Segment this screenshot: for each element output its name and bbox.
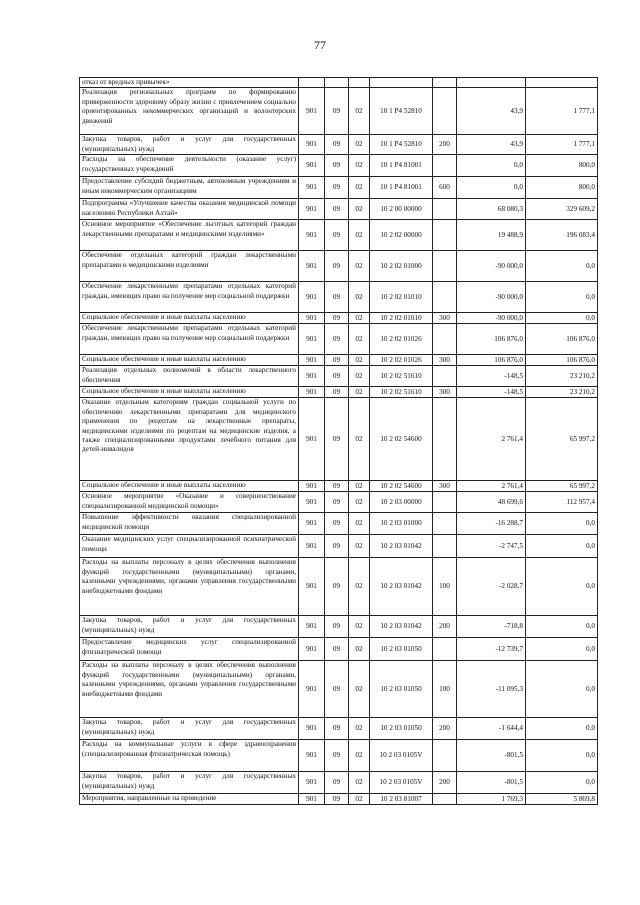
row-target-article: 10 1 P4 52810 (370, 88, 433, 135)
row-amount-2: 0,0 (526, 740, 598, 772)
row-grbs-code: 901 (299, 481, 325, 492)
table-row (80, 718, 598, 740)
row-target-article: 10 1 P4 81001 (370, 177, 433, 199)
row-subsection-code: 02 (349, 155, 370, 177)
row-section-code: 09 (325, 794, 349, 805)
row-name: Социальное обеспечение и иные выплаты населению (80, 355, 299, 366)
table-row (80, 155, 598, 177)
row-subsection-code: 02 (349, 387, 370, 398)
table-row (80, 313, 598, 324)
row-section-code: 09 (325, 638, 349, 661)
table-row (80, 772, 598, 794)
row-grbs-code: 901 (299, 177, 325, 199)
table-row (80, 282, 598, 313)
row-grbs-code: 901 (299, 313, 325, 324)
row-amount-1: 106 876,0 (457, 355, 526, 366)
row-grbs-code (299, 78, 325, 88)
row-subsection-code: 02 (349, 355, 370, 366)
row-amount-2: 65 997,2 (526, 398, 598, 481)
row-section-code: 09 (325, 88, 349, 135)
table-row (80, 387, 598, 398)
table-row (80, 661, 598, 718)
row-expense-type (433, 794, 457, 805)
row-name: Повышение эффективности оказания специализированной медицинской помощи (80, 513, 299, 535)
row-subsection-code: 02 (349, 740, 370, 772)
row-section-code: 09 (325, 661, 349, 718)
row-subsection-code: 02 (349, 492, 370, 513)
row-expense-type (433, 366, 457, 387)
row-target-article: 10 2 02 54600 (370, 481, 433, 492)
row-amount-2: 329 609,2 (526, 199, 598, 220)
row-name: Подпрограмма «Улучшение качества оказания медицинской помощи населению Республики Алтай» (80, 199, 299, 220)
row-target-article: 10 2 02 01026 (370, 324, 433, 355)
row-amount-2: 106 876,0 (526, 355, 598, 366)
row-name: Социальное обеспечение и иные выплаты населению (80, 481, 299, 492)
row-name: отказ от вредных привычек» (80, 78, 299, 88)
table-row (80, 199, 598, 220)
row-grbs-code: 901 (299, 794, 325, 805)
table-row (80, 535, 598, 558)
row-expense-type (433, 513, 457, 535)
row-amount-2: 0,0 (526, 251, 598, 282)
row-amount-2: 23 210,2 (526, 366, 598, 387)
row-target-article: 10 2 00 00000 (370, 199, 433, 220)
row-target-article: 10 2 02 51610 (370, 387, 433, 398)
row-expense-type (433, 535, 457, 558)
row-name: Закупка товаров, работ и услуг для государственных (муниципальных) нужд (80, 718, 299, 740)
row-section-code: 09 (325, 513, 349, 535)
row-target-article: 10 2 02 01010 (370, 282, 433, 313)
row-section-code: 09 (325, 616, 349, 638)
row-amount-2: 0,0 (526, 661, 598, 718)
row-name: Закупка товаров, работ и услуг для государственных (муниципальных) нужд (80, 772, 299, 794)
row-expense-type: 600 (433, 177, 457, 199)
row-grbs-code: 901 (299, 220, 325, 251)
row-expense-type (433, 251, 457, 282)
budget-table (79, 77, 598, 805)
table-row (80, 324, 598, 355)
row-grbs-code: 901 (299, 282, 325, 313)
row-expense-type: 200 (433, 772, 457, 794)
row-amount-1: -90 000,0 (457, 282, 526, 313)
row-subsection-code: 02 (349, 366, 370, 387)
row-grbs-code: 901 (299, 638, 325, 661)
table-row (80, 398, 598, 481)
row-name: Расходы на коммунальные услуги в сфере здравоохранения (специализированная фтизиатрическая помощь) (80, 740, 299, 772)
row-target-article: 10 2 03 01050 (370, 718, 433, 740)
row-amount-2: 800,0 (526, 155, 598, 177)
table-row (80, 366, 598, 387)
row-grbs-code: 901 (299, 366, 325, 387)
table-row (80, 638, 598, 661)
row-section-code: 09 (325, 199, 349, 220)
table-row (80, 88, 598, 135)
row-name: Расходы на выплаты персоналу в целях обеспечения выполнения функций государственными (муниципальными) органами, казенными учреждениями, органами управления государственными внебюджетными фондами (80, 661, 299, 718)
row-section-code: 09 (325, 558, 349, 616)
row-amount-2: 5 869,8 (526, 794, 598, 805)
row-amount-1: 2 761,4 (457, 481, 526, 492)
row-amount-1: -16 288,7 (457, 513, 526, 535)
row-grbs-code: 901 (299, 718, 325, 740)
row-amount-2 (526, 78, 598, 88)
row-amount-2: 112 957,4 (526, 492, 598, 513)
row-amount-2: 0,0 (526, 313, 598, 324)
row-subsection-code: 02 (349, 661, 370, 718)
row-subsection-code: 02 (349, 794, 370, 805)
row-subsection-code: 02 (349, 513, 370, 535)
row-amount-1: -11 095,3 (457, 661, 526, 718)
row-expense-type: 200 (433, 718, 457, 740)
row-name: Основное мероприятие «Обеспечение льготных категорий граждан лекарственными препаратами и медицинскими изделиями» (80, 220, 299, 251)
row-subsection-code: 02 (349, 535, 370, 558)
row-target-article: 10 2 03 01042 (370, 558, 433, 616)
row-amount-1: 48 699,6 (457, 492, 526, 513)
row-section-code: 09 (325, 135, 349, 155)
row-amount-1: -1 644,4 (457, 718, 526, 740)
table-row (80, 355, 598, 366)
table-row (80, 251, 598, 282)
row-expense-type: 100 (433, 558, 457, 616)
row-name: Обеспечение отдельных категорий граждан лекарственными препаратами и медицинскими изделиями (80, 251, 299, 282)
row-amount-1: 1 769,3 (457, 794, 526, 805)
row-amount-2: 23 210,2 (526, 387, 598, 398)
row-target-article: 10 2 03 81007 (370, 794, 433, 805)
row-subsection-code (349, 78, 370, 88)
row-name: Оказание отдельным категориям граждан социальной услуги по обеспечению лекарственными препаратами для медицинского применения по рецептам на лекарственные препараты, медицинскими изделиями по рецептам на медицинские изделия, а также специализированными продуктами лечебного питания для детей-инвалидов (80, 398, 299, 481)
row-subsection-code: 02 (349, 558, 370, 616)
row-expense-type: 100 (433, 661, 457, 718)
row-amount-1: -801,5 (457, 740, 526, 772)
row-section-code: 09 (325, 772, 349, 794)
row-grbs-code: 901 (299, 661, 325, 718)
row-amount-1: -148,5 (457, 366, 526, 387)
row-name: Расходы на обеспечение деятельности (оказание услуг) государственных учреждений (80, 155, 299, 177)
table-row (80, 177, 598, 199)
table-row (80, 135, 598, 155)
row-amount-2: 106 876,0 (526, 324, 598, 355)
row-target-article: 10 2 02 01026 (370, 355, 433, 366)
row-grbs-code: 901 (299, 772, 325, 794)
row-target-article: 10 2 02 51610 (370, 366, 433, 387)
row-name: Обеспечение лекарственными препаратами отдельных категорий граждан, имеющих право на получение мер социальной поддержки (80, 282, 299, 313)
row-grbs-code: 901 (299, 616, 325, 638)
row-amount-2: 0,0 (526, 638, 598, 661)
row-subsection-code: 02 (349, 772, 370, 794)
table-row (80, 558, 598, 616)
row-target-article: 10 2 03 01050 (370, 661, 433, 718)
row-grbs-code: 901 (299, 558, 325, 616)
row-target-article: 10 2 02 54600 (370, 398, 433, 481)
row-subsection-code: 02 (349, 251, 370, 282)
row-amount-1: -2 747,5 (457, 535, 526, 558)
table-row (80, 481, 598, 492)
row-target-article: 10 1 P4 52810 (370, 135, 433, 155)
row-grbs-code: 901 (299, 535, 325, 558)
row-section-code: 09 (325, 355, 349, 366)
row-expense-type: 300 (433, 387, 457, 398)
row-grbs-code: 901 (299, 135, 325, 155)
row-section-code: 09 (325, 718, 349, 740)
row-name: Реализация отдельных полномочий в области лекарственного обеспечения (80, 366, 299, 387)
table-row (80, 492, 598, 513)
row-grbs-code: 901 (299, 355, 325, 366)
row-name: Закупка товаров, работ и услуг для государственных (муниципальных) нужд (80, 616, 299, 638)
row-expense-type: 200 (433, 616, 457, 638)
row-name: Закупка товаров, работ и услуг для государственных (муниципальных) нужд (80, 135, 299, 155)
row-amount-1: 0,0 (457, 177, 526, 199)
row-expense-type (433, 155, 457, 177)
row-amount-2: 65 997,2 (526, 481, 598, 492)
row-subsection-code: 02 (349, 398, 370, 481)
row-name: Реализация региональных программ по формированию приверженности здоровому образу жизни с привлечением социально ориентированных некоммерческих организаций и волонтерских движений (80, 88, 299, 135)
row-section-code: 09 (325, 535, 349, 558)
row-amount-2: 0,0 (526, 772, 598, 794)
row-section-code: 09 (325, 387, 349, 398)
row-amount-2: 1 777,1 (526, 88, 598, 135)
row-subsection-code: 02 (349, 220, 370, 251)
row-section-code: 09 (325, 492, 349, 513)
table-row (80, 794, 598, 805)
row-grbs-code: 901 (299, 199, 325, 220)
row-expense-type: 300 (433, 355, 457, 366)
row-subsection-code: 02 (349, 718, 370, 740)
row-subsection-code: 02 (349, 616, 370, 638)
row-name: Предоставление субсидий бюджетным, автономным учреждениям и иным некоммерческим организациям (80, 177, 299, 199)
row-amount-1: 68 080,3 (457, 199, 526, 220)
row-subsection-code: 02 (349, 282, 370, 313)
row-section-code: 09 (325, 177, 349, 199)
row-amount-1: -90 000,0 (457, 251, 526, 282)
row-subsection-code: 02 (349, 88, 370, 135)
row-amount-2: 800,0 (526, 177, 598, 199)
row-grbs-code: 901 (299, 88, 325, 135)
row-section-code: 09 (325, 251, 349, 282)
row-grbs-code: 901 (299, 251, 325, 282)
row-expense-type (433, 88, 457, 135)
row-grbs-code: 901 (299, 387, 325, 398)
row-section-code: 09 (325, 398, 349, 481)
row-amount-1: -12 739,7 (457, 638, 526, 661)
row-target-article: 10 2 03 01000 (370, 513, 433, 535)
row-name: Мероприятия, направленные на проведение (80, 794, 299, 805)
row-amount-1: -2 028,7 (457, 558, 526, 616)
row-section-code: 09 (325, 155, 349, 177)
row-amount-1: -148,5 (457, 387, 526, 398)
row-grbs-code: 901 (299, 740, 325, 772)
table-row (80, 513, 598, 535)
row-subsection-code: 02 (349, 135, 370, 155)
row-expense-type: 300 (433, 481, 457, 492)
row-amount-2: 0,0 (526, 718, 598, 740)
table-row (80, 220, 598, 251)
row-subsection-code: 02 (349, 481, 370, 492)
row-expense-type (433, 282, 457, 313)
row-section-code: 09 (325, 481, 349, 492)
row-target-article: 10 2 03 0105V (370, 740, 433, 772)
row-target-article: 10 2 02 01000 (370, 251, 433, 282)
row-amount-1: 0,0 (457, 155, 526, 177)
row-amount-2: 0,0 (526, 282, 598, 313)
row-target-article: 10 2 03 0105V (370, 772, 433, 794)
row-target-article: 10 2 02 01010 (370, 313, 433, 324)
budget-table-body (80, 78, 598, 805)
row-section-code: 09 (325, 220, 349, 251)
row-expense-type (433, 324, 457, 355)
row-expense-type (433, 199, 457, 220)
row-name: Расходы на выплаты персоналу в целях обеспечения выполнения функций государственными (муниципальными) органами, казенными учреждениями, органами управления государственными внебюджетными фондами (80, 558, 299, 616)
row-grbs-code: 901 (299, 398, 325, 481)
row-target-article: 10 2 03 00000 (370, 492, 433, 513)
row-amount-2: 1 777,1 (526, 135, 598, 155)
row-expense-type (433, 740, 457, 772)
row-section-code: 09 (325, 313, 349, 324)
row-section-code: 09 (325, 366, 349, 387)
row-amount-1: 19 488,9 (457, 220, 526, 251)
row-name: Социальное обеспечение и иные выплаты населению (80, 313, 299, 324)
row-amount-2: 196 083,4 (526, 220, 598, 251)
row-expense-type (433, 220, 457, 251)
row-amount-2: 0,0 (526, 616, 598, 638)
table-row (80, 616, 598, 638)
row-amount-2: 0,0 (526, 513, 598, 535)
row-subsection-code: 02 (349, 324, 370, 355)
row-section-code: 09 (325, 740, 349, 772)
row-target-article: 10 2 03 01050 (370, 638, 433, 661)
row-name: Социальное обеспечение и иные выплаты населению (80, 387, 299, 398)
row-expense-type (433, 492, 457, 513)
row-amount-2: 0,0 (526, 558, 598, 616)
row-expense-type: 300 (433, 313, 457, 324)
row-grbs-code: 901 (299, 492, 325, 513)
row-target-article: 10 1 P4 81001 (370, 155, 433, 177)
row-subsection-code: 02 (349, 199, 370, 220)
row-amount-1: 106 876,0 (457, 324, 526, 355)
row-amount-1: 2 761,4 (457, 398, 526, 481)
page-number: 77 (314, 38, 326, 52)
row-amount-1: -90 000,0 (457, 313, 526, 324)
row-grbs-code: 901 (299, 155, 325, 177)
row-subsection-code: 02 (349, 177, 370, 199)
row-subsection-code: 02 (349, 638, 370, 661)
row-target-article: 10 2 03 01042 (370, 616, 433, 638)
row-name: Основное мероприятие «Оказание и совершенствование специализированной медицинской помощи» (80, 492, 299, 513)
row-name: Оказание медицинских услуг специализированной психиатрической помощи (80, 535, 299, 558)
row-section-code: 09 (325, 282, 349, 313)
row-amount-1: 43,9 (457, 88, 526, 135)
row-expense-type (433, 78, 457, 88)
row-amount-1: -801,5 (457, 772, 526, 794)
row-amount-2: 0,0 (526, 535, 598, 558)
row-expense-type: 200 (433, 135, 457, 155)
row-target-article (370, 78, 433, 88)
row-target-article: 10 2 02 00000 (370, 220, 433, 251)
row-amount-1: 43,9 (457, 135, 526, 155)
row-section-code: 09 (325, 324, 349, 355)
table-row (80, 78, 598, 88)
row-target-article: 10 2 03 01042 (370, 535, 433, 558)
table-row (80, 740, 598, 772)
row-grbs-code: 901 (299, 324, 325, 355)
row-expense-type (433, 638, 457, 661)
row-section-code (325, 78, 349, 88)
row-grbs-code: 901 (299, 513, 325, 535)
row-amount-1 (457, 78, 526, 88)
row-amount-1: -718,8 (457, 616, 526, 638)
row-expense-type (433, 398, 457, 481)
row-name: Обеспечение лекарственными препаратами отдельных категорий граждан, имеющих право на получение мер социальной поддержки (80, 324, 299, 355)
row-subsection-code: 02 (349, 313, 370, 324)
row-name: Предоставление медицинских услуг специализированной фтизиатрической помощи (80, 638, 299, 661)
